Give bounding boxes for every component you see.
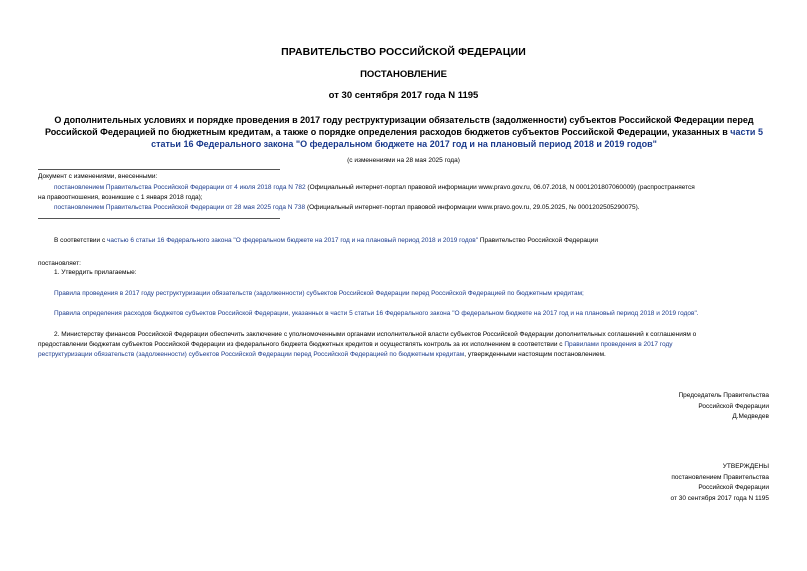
- date-number: от 30 сентября 2017 года N 1195: [328, 90, 479, 101]
- government-heading: ПРАВИТЕЛЬСТВО РОССИЙСКОЙ ФЕДЕРАЦИИ: [281, 46, 526, 58]
- basis-text-start: В соответствии с: [54, 237, 106, 244]
- item-2-rules-link[interactable]: Правилами проведения в 2017 году: [564, 341, 673, 348]
- title-text: О дополнительных условиях и порядке проведения в 2017 году реструктуризации обязательств (задолженности) субъектов Российской Федерации перед Российской Федерацией по бюджетным кредитам, а также о порядке определения расходов бюджетов субъектов Российской Федерации, указанных в: [45, 115, 754, 137]
- title-link-part5[interactable]: части 5: [730, 127, 763, 137]
- amendment-1-link[interactable]: постановлением Правительства Российской Федерации от 4 июля 2018 года N 782: [54, 184, 306, 191]
- document-title: [38, 114, 770, 150]
- paragraph-basis: [54, 236, 774, 246]
- approved-block: [671, 462, 770, 504]
- divider-top: [38, 169, 280, 170]
- amendment-item-2: [54, 203, 774, 213]
- approved-by: постановлением Правительства: [671, 473, 769, 481]
- approved-title: УТВЕРЖДЕНЫ: [722, 463, 769, 470]
- basis-text-end: Правительство Российской Федерации: [479, 237, 599, 244]
- resolves-text: постановляет:: [38, 260, 81, 267]
- changes-note: (с изменениями на 28 мая 2025 года): [347, 157, 460, 164]
- rules-2-link[interactable]: Правила определения расходов бюджетов субъектов Российской Федерации, указанных в части 5 статьи 16 Федерального закона "О федеральном бюджете на 2017 год и на плановый период 2018 и 2019 годов".: [54, 310, 699, 317]
- item-2-line-2: [38, 340, 773, 350]
- approved-country: Российской Федерации: [698, 484, 769, 491]
- doc-type-heading: ПОСТАНОВЛЕНИЕ: [360, 69, 447, 80]
- amendment-2-text: (Официальный интернет-портал правовой информации www.pravo.gov.ru, 29.05.2025, № 0001202505290075).: [306, 204, 640, 211]
- title-link-article16[interactable]: статьи 16 Федерального закона "О федеральном бюджете на 2017 год и на плановый период 2018 и 2019 годов": [151, 139, 657, 149]
- amendment-item-1: [54, 183, 774, 193]
- item-2-end: , утвержденными настоящим постановлением.: [464, 351, 606, 358]
- rules-1-link[interactable]: Правила проведения в 2017 году реструктуризации обязательств (задолженности) субъектов Российской Федерации перед Российской Федерацией по бюджетным кредитам;: [54, 290, 584, 297]
- divider-bottom: [38, 218, 280, 219]
- signature-position: Председатель Правительства: [678, 392, 769, 399]
- signature-name: Д.Медведев: [732, 413, 769, 420]
- amendments-intro: Документ с изменениями, внесенными:: [38, 173, 158, 180]
- item-2-line-3: [38, 350, 773, 360]
- amendment-2-link[interactable]: постановлением Правительства Российской Федерации от 28 мая 2025 года N 738: [54, 204, 306, 211]
- approved-date: от 30 сентября 2017 года N 1195: [670, 494, 769, 502]
- item-1: 1. Утвердить прилагаемые:: [54, 269, 137, 276]
- signature-block: [678, 391, 769, 423]
- amendment-1-text: (Официальный интернет-портал правовой информации www.pravo.gov.ru, 06.07.2018, N 0001201807060009) (распространяется: [307, 184, 695, 191]
- signature-country: Российской Федерации: [698, 402, 769, 410]
- item-2-text: предоставлении бюджетам субъектов Российской Федерации из федерального бюджета бюджетных кредитов и осуществлять контроль за их исполнением в соответствии с: [38, 341, 563, 348]
- amendment-item-1-cont: на правоотношения, возникшие с 1 января 2018 года);: [38, 194, 203, 201]
- basis-link[interactable]: частью 6 статьи 16 Федерального закона "О федеральном бюджете на 2017 год и на плановый период 2018 и 2019 годов": [107, 237, 479, 244]
- item-2-line-1: 2. Министерству финансов Российской Федерации обеспечить заключение с уполномоченными органами исполнительной власти субъектов Российской Федерации дополнительных соглашений к соглашениям о: [54, 331, 697, 338]
- item-2-rules-link-cont[interactable]: реструктуризации обязательств (задолженности) субъектов Российской Федерации перед Российской Федерацией по бюджетным кредитам: [38, 351, 465, 358]
